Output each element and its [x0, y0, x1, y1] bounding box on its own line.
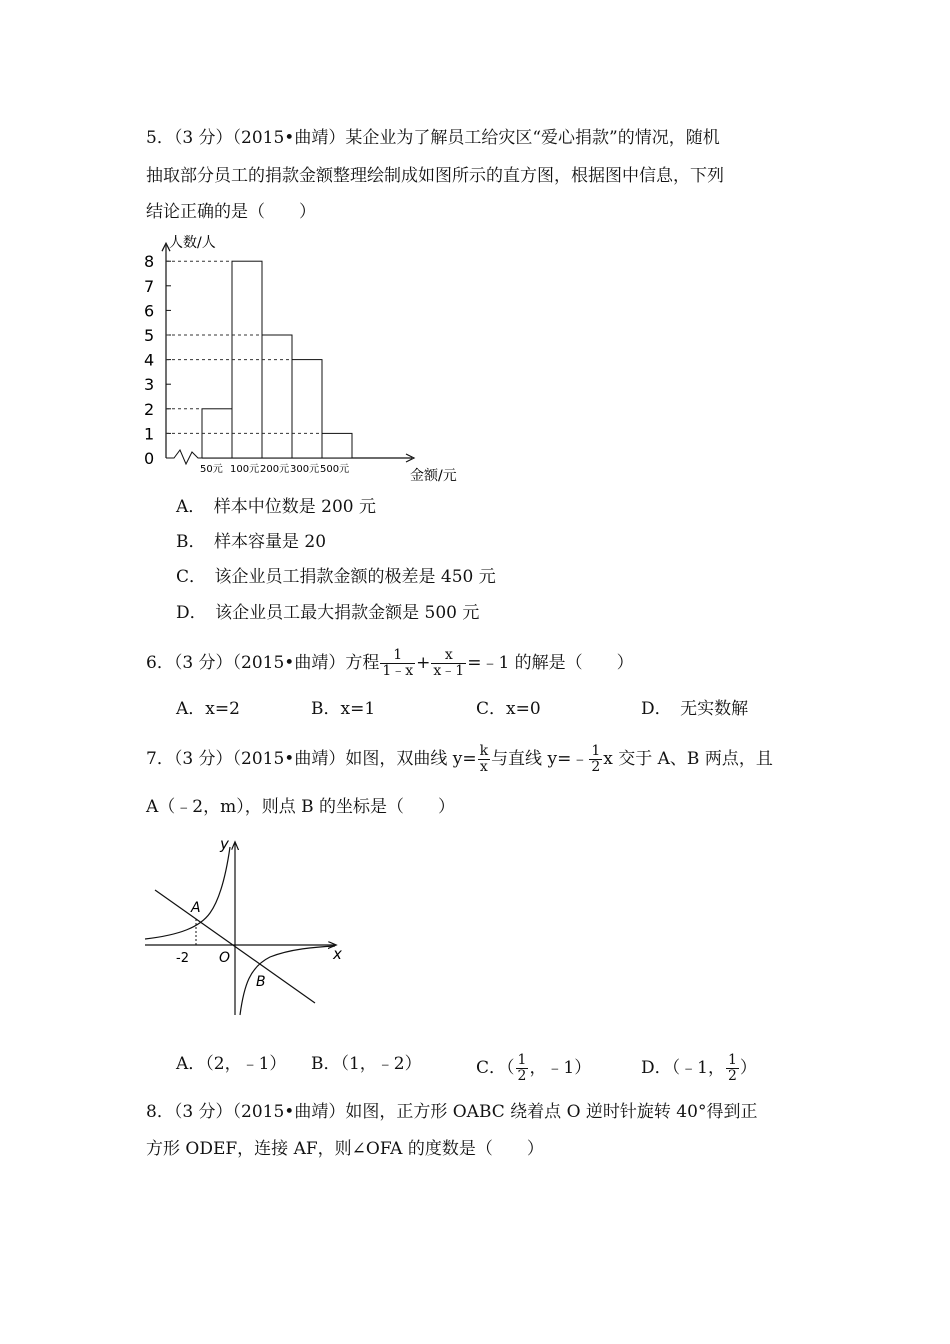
q7-fraction-k [478, 744, 490, 775]
hyperbola-left-branch [145, 847, 230, 939]
q7-fraction-half [589, 744, 602, 775]
q6-suffix: =﹣1 的解是（ ） [467, 653, 634, 673]
q7-optd-fraction [726, 1053, 739, 1084]
q7-optd-num: 1 [727, 1052, 737, 1068]
histogram-bar [322, 433, 352, 458]
hyperbola-right-branch [240, 946, 335, 1015]
q6-option-a: A．x=2 [176, 699, 240, 719]
q7-optd-post: ） [739, 1058, 757, 1078]
q6-frac2-den: x﹣1 [433, 663, 465, 679]
point-b-label: B [256, 974, 266, 990]
y-tick-label: 7 [144, 276, 155, 296]
x-bin-label: 50元 [200, 464, 223, 475]
q7-k-num: k [479, 743, 489, 759]
q7-suffix: x 交于 A、B 两点，且 [603, 749, 773, 769]
y-tick-label: 3 [144, 375, 155, 395]
q5-line-2: 抽取部分员工的捐款金额整理绘制成如图所示的直方图，根据图中信息，下列 [146, 166, 724, 186]
q5-option-b: B． 样本容量是 20 [176, 532, 327, 552]
histogram-bar [262, 335, 292, 458]
q7-half-den: 2 [591, 759, 601, 775]
q6-frac1-den: 1﹣x [382, 663, 414, 679]
q6-plus: + [416, 653, 431, 673]
y-tick-label: 5 [144, 326, 155, 345]
x-bin-label: 100元 [230, 464, 260, 475]
q6-prefix: 6．（3 分）（2015•曲靖）方程 [146, 653, 380, 673]
q7-optc-den: 2 [517, 1068, 527, 1084]
y-axis-label: 人数/人 [169, 235, 216, 252]
q7-line-2: A（﹣2，m），则点 B 的坐标是（ ） [146, 797, 456, 817]
q5-line-1: 5．（3 分）（2015•曲靖）某企业为了解员工给灾区“爱心捐款”的情况，随机 [146, 128, 720, 148]
q7-optd-den: 2 [727, 1068, 737, 1084]
q6-line [146, 648, 634, 679]
q7-line-1 [146, 744, 773, 775]
q6-frac2-num: x [431, 648, 466, 664]
q6-option-b: B．x=1 [311, 699, 376, 719]
q7-optd-pre: D．（﹣1， [641, 1058, 725, 1078]
q8-line-2: 方形 ODEF，连接 AF，则∠OFA 的度数是（ ） [146, 1139, 544, 1159]
y-tick-label: 4 [144, 350, 155, 370]
point-a-label: A [191, 900, 201, 916]
x-bin-label: 300元 [290, 464, 320, 475]
q7-option-b: B．（1，﹣2） [311, 1054, 422, 1074]
q7-optc-post: ，﹣1） [529, 1058, 592, 1078]
q8-line-1: 8．（3 分）（2015•曲靖）如图，正方形 OABC 绕着点 O 逆时针旋转 40°得到正 [146, 1102, 758, 1122]
q7-option-d [641, 1053, 757, 1084]
origin-label: O [219, 950, 231, 966]
q7-option-c [476, 1053, 591, 1084]
q6-frac1-num: 1 [380, 648, 415, 664]
q7-optc-pre: C．（ [476, 1058, 515, 1078]
histogram-chart [130, 228, 490, 488]
q7-optc-num: 1 [517, 1052, 527, 1068]
histogram-bar [292, 360, 322, 458]
q6-option-c: C．x=0 [476, 699, 541, 719]
x-bin-label: 200元 [260, 464, 290, 475]
q7-optc-fraction [516, 1053, 529, 1084]
q7-prefix: 7．（3 分）（2015•曲靖）如图，双曲线 y= [146, 749, 477, 769]
q5-option-c: C． 该企业员工捐款金额的极差是 450 元 [176, 567, 496, 587]
y-tick-label: 6 [144, 301, 155, 321]
q7-half-num: 1 [591, 743, 601, 759]
q7-mid: 与直线 y=﹣ [491, 749, 589, 769]
x-axis-label: x [333, 945, 342, 963]
y-axis-label: y [220, 835, 229, 853]
q6-option-d: D． 无实数解 [641, 699, 749, 719]
q7-k-den: x [479, 759, 488, 775]
q6-fraction-1 [380, 648, 415, 679]
q5-line-3: 结论正确的是（ ） [146, 202, 316, 222]
y-tick-label: 2 [144, 399, 155, 419]
y-tick-label: 8 [144, 252, 155, 272]
q5-option-d: D． 该企业员工最大捐款金额是 500 元 [176, 603, 480, 623]
x-bin-label: 500元 [320, 464, 350, 475]
x-axis-label: 金额/元 [410, 468, 457, 484]
y-tick-label: 0 [144, 449, 155, 468]
q7-option-a: A．（2，﹣1） [176, 1054, 287, 1074]
y-tick-label: 1 [144, 424, 155, 444]
q7-graph [140, 835, 350, 1020]
q6-fraction-2 [431, 648, 466, 679]
x-axis-break [166, 450, 202, 464]
q5-option-a: A． 样本中位数是 200 元 [176, 497, 377, 517]
tick-neg-2: -2 [176, 951, 189, 966]
